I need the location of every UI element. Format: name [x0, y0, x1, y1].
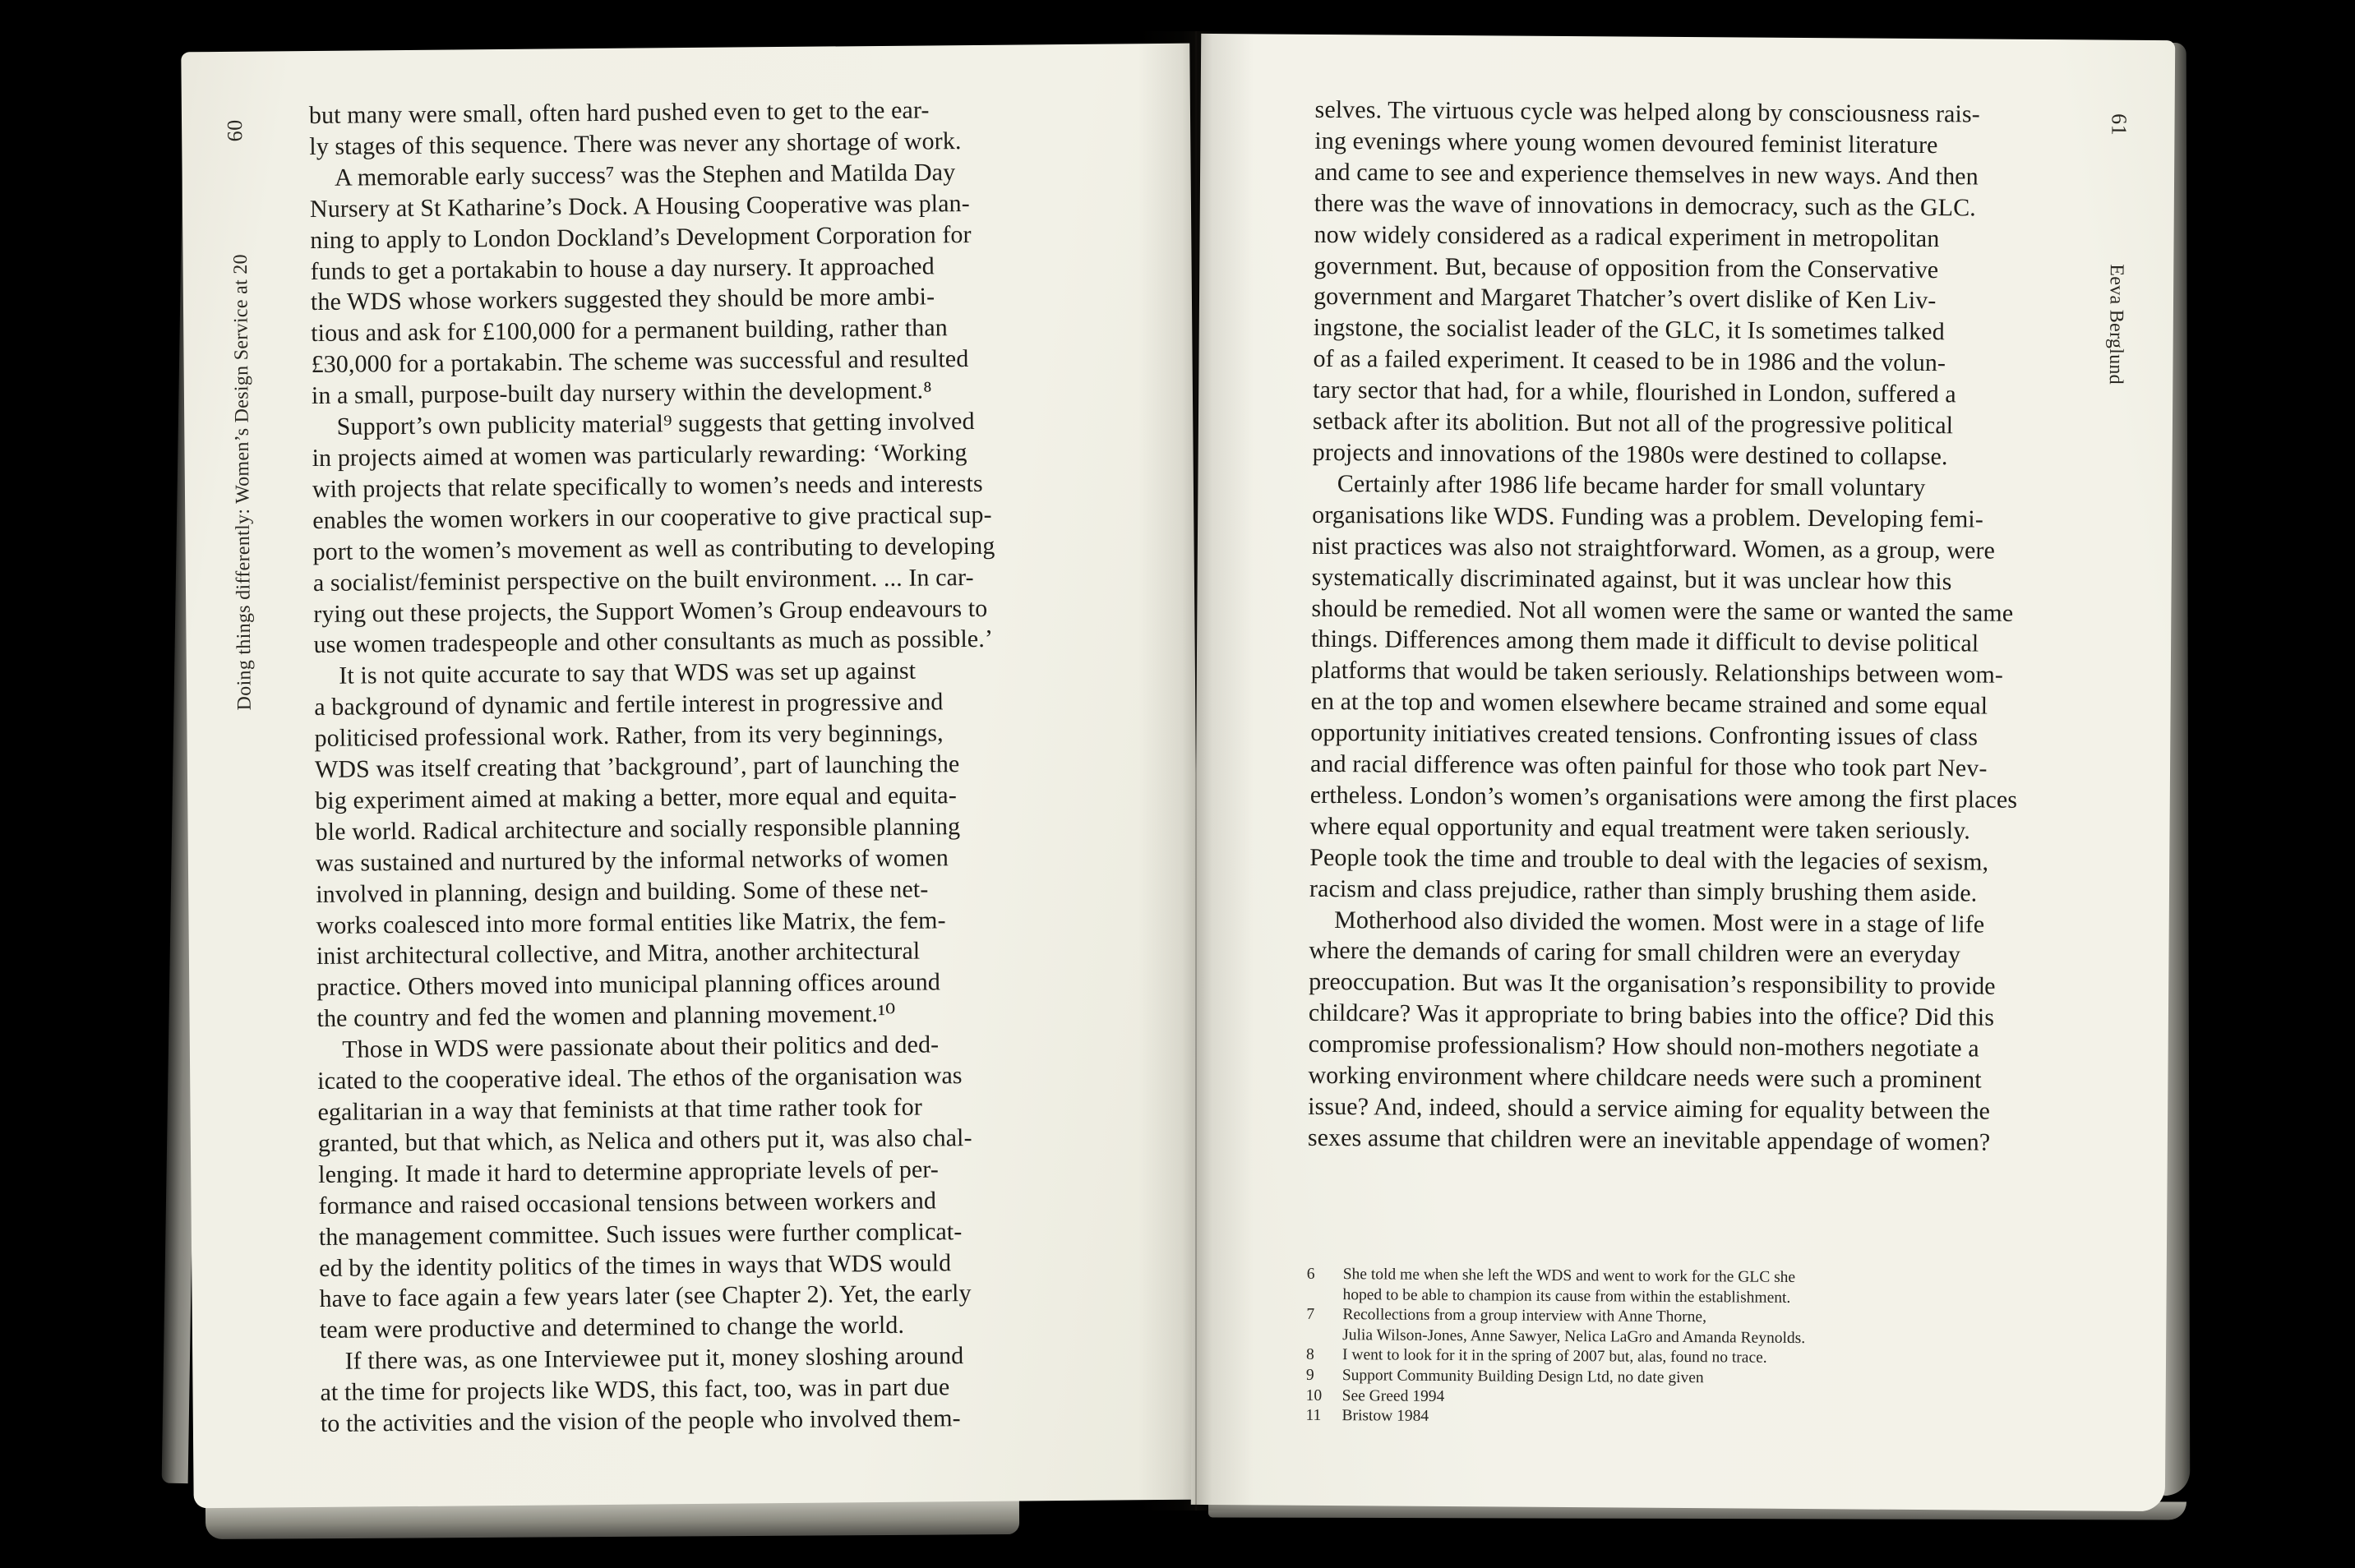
book-page-right — [1191, 34, 2175, 1511]
body-text-left: but many were small, often hard pushed even to get to the ear- ly stages of this sequence. There was never any shortage of work. A memorable early success⁷ was the Stephen and Matilda Day Nursery at St Katharine’s Dock. A Housing Cooperative was plan- ning to apply to London Dockland’s Development Corporation for funds to get a portakabin to house a day nursery. It approached the WDS whose workers suggested they should be more ambi- tious and ask for £100,000 for a permanent building, rather than £30,000 for a portakabin. The scheme was successful and resulted in a small, purpose-built day nursery within the development.⁸ Support’s own publicity material⁹ suggests that getting involved in projects aimed at women was particularly rewarding: ‘Working with projects that relate specifically to women’s needs and interests enables the women workers in our cooperative to give practical sup- port to the women’s movement as well as contributing to developing a socialist/feminist perspective on the built environment. ... In car- rying out these projects, the Support Women’s Group endeavours to use women tradespeople and other consultants as much as possible.’ It is not quite accurate to say that WDS was set up against a background of dynamic and fertile interest in progressive and politicised professional work. Rather, from its very beginnings, WDS was itself creating that ’background’, part of launching the big experiment aimed at making a better, more equal and equita- ble world. Radical architecture and socially responsible planning was sustained and nurtured by the informal networks of women involved in planning, design and building. Some of these net- works coalesced into more formal entities like Matrix, the fem- inist architectural collective, and Mitra, another architectural practice. Others moved into municipal planning offices around the country and fed the women and planning movement.¹⁰ Those in WDS were passionate about their politics and ded- icated to the cooperative ideal. The ethos of the organisation was egalitarian in a way that feminists at that time rather took for granted, but that which, as Nelica and others put it, was also chal- lenging. It made it hard to determine appropriate levels of per- formance and raised occasional tensions between workers and the management committee. Such issues were further complicat- ed by the identity politics of the times in ways that WDS would have to face again a few years later (see Chapter 2). Yet, the early team were productive and determined to change the world. If there was, as one Interviewee put it, money sloshing around at the time for projects like WDS, this fact, too, was in part due to the activities and the vision of the people who involved them- — [308, 96, 995, 1438]
footnote-item — [1306, 1305, 1898, 1349]
footnote-text: See Greed 1994 — [1341, 1386, 1445, 1405]
footnote-number: 7 — [1306, 1306, 1315, 1324]
page-number-left: 60 — [223, 119, 247, 142]
footnote-text: I went to look for it in the spring of 2007 but, alas, found no trace. — [1341, 1346, 1767, 1367]
footnote-text: Support Community Building Design Ltd, no date given — [1341, 1367, 1704, 1387]
footnote-number: 6 — [1306, 1265, 1315, 1283]
footnote-text: She told me when she left the WDS and went to work for the GLC she hoped to be able to champion its cause from within the establishment. — [1342, 1266, 1796, 1307]
page-number-right: 61 — [2107, 113, 2131, 136]
footnote-text: Bristow 1984 — [1341, 1407, 1429, 1426]
footnote-number: 8 — [1305, 1346, 1314, 1364]
footnote-number: 10 — [1305, 1386, 1323, 1404]
footnote-text: Recollections from a group interview with Anne Thorne, Julia Wilson-Jones, Anne Sawyer, Nelica LaGro and Amanda Reynolds. — [1342, 1306, 1806, 1347]
footnote-item — [1305, 1406, 1897, 1431]
footnote-number: 11 — [1305, 1406, 1322, 1425]
footnotes — [1305, 1265, 1898, 1431]
footnote-number: 9 — [1305, 1366, 1314, 1384]
book-page-left — [181, 44, 1202, 1509]
running-title-left: Doing things differently: Women’s Design Service at 20 — [229, 253, 256, 711]
body-text-right: selves. The virtuous cycle was helped along by consciousness rais- ing evenings where young women devoured feminist literature and came to see and experience themselves in new ways. And then there was the wave of innovations in democracy, such as the GLC. now widely considered as a radical experiment in metropolitan government. But, because of opposition from the Conservative government and Margaret Thatcher’s overt dislike of Ken Liv- ingstone, the socialist leader of the GLC, it Is sometimes talked of as a failed experiment. It ceased to be in 1986 and the volun- tary sector that had, for a while, flourished in London, suffered a setback after its abolition. But not all of the progressive political projects and innovations of the 1980s were destined to collapse. Certainly after 1986 life became harder for small voluntary organisations like WDS. Funding was a problem. Developing femi- nist practices was also not straightforward. Women, as a group, were systematically discriminated against, but it was unclear how this should be remedied. Not all women were the same or wanted the same things. Differences among them made it difficult to devise political platforms that would be taken seriously. Relationships between wom- en at the top and women elsewhere became strained and some equal opportunity initiatives created tensions. Confronting issues of class and racial difference was often painful for those who took part Nev- ertheless. London’s women’s organisations were among the first places where equal opportunity and equal treatment were taken seriously. People took the time and trouble to deal with the legacies of sexism, racism and class prejudice, rather than simply brushing them aside. Motherhood also divided the women. Most were in a stage of life where the demands of caring for small children were an everyday preoccupation. But was It the organisation’s responsibility to provide childcare? Was it appropriate to bring babies into the office? Did this compromise professionalism? How should non-mothers negotiate a working environment where childcare needs were such a prominent issue? And, indeed, should a service aiming for equality between the sexes assume that children were an inevitable appendage of women? — [1307, 95, 2018, 1156]
footnote-item — [1306, 1265, 1898, 1309]
running-title-right: Eeva Berglund — [2104, 264, 2127, 385]
